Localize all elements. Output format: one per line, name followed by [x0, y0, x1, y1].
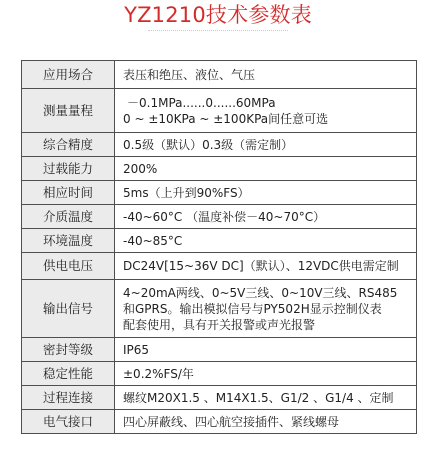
row-value-line: 4~20mA两线、0~5V三线、0~10V三线、RS485	[123, 285, 398, 300]
row-value-line: -40~85°C	[123, 233, 183, 248]
row-label: 过程连接	[22, 386, 115, 410]
row-label: 稳定性能	[22, 362, 115, 386]
row-value	[115, 89, 417, 133]
row-value-line: 0 ~ ±10KPa ~ ±100KPa间任意可选	[123, 111, 329, 126]
row-value-line: ±0.2%FS/年	[123, 366, 194, 381]
row-value	[115, 157, 417, 181]
table-row	[22, 61, 417, 89]
row-value-line: 表压和绝压、液位、气压	[123, 67, 256, 82]
table-row	[22, 253, 417, 280]
table-row	[22, 89, 417, 133]
table-row	[22, 133, 417, 157]
row-value	[115, 253, 417, 280]
row-value	[115, 362, 417, 386]
table-row	[22, 362, 417, 386]
row-value	[115, 386, 417, 410]
row-value	[115, 181, 417, 205]
row-value	[115, 338, 417, 362]
table-row	[22, 410, 417, 434]
row-value	[115, 280, 417, 338]
row-value-line: －0.1MPa......0......60MPa	[127, 95, 276, 110]
row-value-line: 配套使用，具有开关报警或声光报警	[123, 317, 316, 332]
row-value-line: 四心屏蔽线、四心航空接插件、紧线螺母	[123, 414, 340, 429]
row-label: 过载能力	[22, 157, 115, 181]
row-value	[115, 205, 417, 229]
table-row	[22, 181, 417, 205]
table-row	[22, 280, 417, 338]
table-row	[22, 386, 417, 410]
row-label: 输出信号	[22, 280, 115, 338]
row-value	[115, 61, 417, 89]
row-value-line: -40~60°C （温度补偿－40~70°C）	[123, 209, 326, 224]
row-value-line: 5ms（上升到90%FS）	[123, 185, 250, 200]
row-label: 应用场合	[22, 61, 115, 89]
row-label: 供电电压	[22, 253, 115, 280]
table-row	[22, 157, 417, 181]
row-value-line: 螺纹M20X1.5 、M14X1.5、G1/2 、G1/4 、定制	[123, 390, 394, 405]
row-label: 电气接口	[22, 410, 115, 434]
row-value	[115, 229, 417, 253]
row-value	[115, 410, 417, 434]
row-label: 环境温度	[22, 229, 115, 253]
title-divider	[148, 30, 288, 31]
row-label: 测量量程	[22, 89, 115, 133]
row-value-line: 和GPRS。输出模拟信号与PY502H显示控制仪表	[123, 301, 382, 316]
row-label: 密封等级	[22, 338, 115, 362]
spec-table	[21, 60, 417, 434]
table-row	[22, 338, 417, 362]
row-value-line: 200%	[123, 161, 158, 176]
row-value-line: 0.5级（默认）0.3级（需定制）	[123, 137, 294, 152]
row-label: 介质温度	[22, 205, 115, 229]
page-title: YZ1210技术参数表	[124, 3, 312, 27]
row-value	[115, 133, 417, 157]
row-label: 相应时间	[22, 181, 115, 205]
table-row	[22, 205, 417, 229]
table-row	[22, 229, 417, 253]
row-label: 综合精度	[22, 133, 115, 157]
row-value-line: IP65	[123, 342, 150, 357]
row-value-line: DC24V[15~36V DC]（默认）、12VDC供电需定制	[123, 259, 399, 273]
